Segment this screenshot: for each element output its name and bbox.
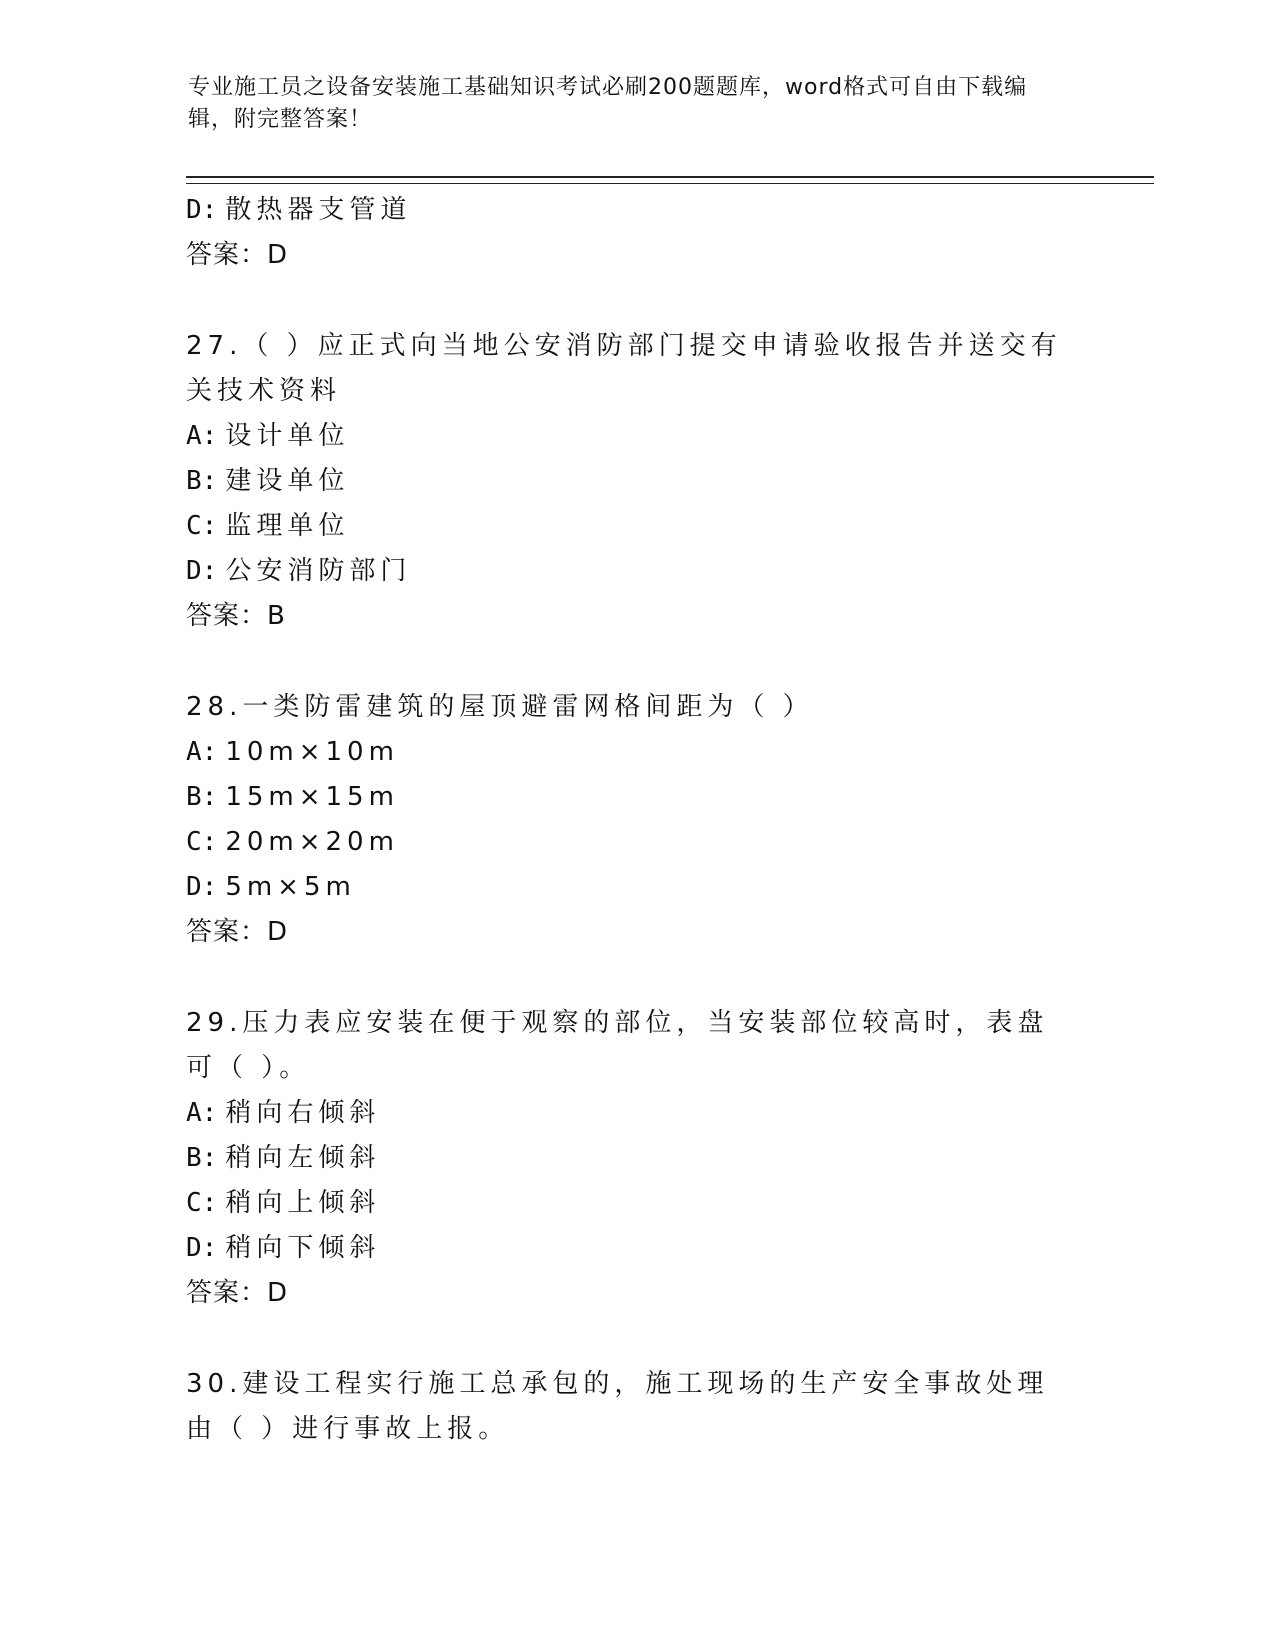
option-text: 20m×20m — [225, 827, 399, 857]
option-d — [186, 1226, 1066, 1271]
option-text: 稍向右倾斜 — [225, 1098, 381, 1128]
answer: 答案：D — [186, 917, 289, 947]
option-label: C: — [186, 827, 218, 857]
option-b — [186, 775, 1066, 820]
option-c — [186, 820, 1066, 865]
option-text: 公安消防部门 — [225, 556, 412, 586]
option-text: 散热器支管道 — [225, 195, 412, 225]
question-stem: 30.建设工程实行施工总承包的，施工现场的生产安全事故处理由（ ）进行事故上报。 — [186, 1369, 1049, 1444]
option-d — [186, 549, 1066, 594]
answer: 答案：D — [186, 240, 289, 270]
option-d — [186, 865, 1066, 910]
option-a — [186, 730, 1066, 775]
option-text: 15m×15m — [225, 782, 399, 812]
option-text: 设计单位 — [225, 421, 350, 451]
option-b — [186, 1136, 1066, 1181]
option-b — [186, 459, 1066, 504]
question-stem: 27.（ ）应正式向当地公安消防部门提交申请验收报告并送交有关技术资料 — [186, 331, 1062, 406]
option-text: 建设单位 — [225, 466, 350, 496]
option-label: B: — [186, 1143, 218, 1173]
header-divider — [186, 176, 1154, 184]
option-d — [186, 188, 1066, 233]
option-text: 稍向下倾斜 — [225, 1233, 381, 1263]
option-label: A: — [186, 421, 218, 451]
option-label: A: — [186, 737, 218, 767]
question-stem: 28.一类防雷建筑的屋顶避雷网格间距为（ ） — [186, 692, 814, 722]
option-text: 稍向上倾斜 — [225, 1188, 381, 1218]
question-stem: 29.压力表应安装在便于观察的部位，当安装部位较高时，表盘可（ ）。 — [186, 1008, 1049, 1083]
option-label: C: — [186, 1188, 218, 1218]
option-c — [186, 504, 1066, 549]
option-text: 监理单位 — [225, 511, 350, 541]
option-text: 10m×10m — [225, 737, 399, 767]
option-label: D: — [186, 195, 218, 225]
option-label: B: — [186, 782, 218, 812]
question-list — [186, 188, 1066, 1452]
answer: 答案：B — [186, 601, 286, 631]
option-label: C: — [186, 511, 218, 541]
option-text: 5m×5m — [225, 872, 356, 902]
option-a — [186, 414, 1066, 459]
option-label: D: — [186, 1233, 218, 1263]
option-label: A: — [186, 1098, 218, 1128]
option-c — [186, 1181, 1066, 1226]
option-a — [186, 1091, 1066, 1136]
answer: 答案：D — [186, 1278, 289, 1308]
option-label: B: — [186, 466, 218, 496]
page-header: 专业施工员之设备安装施工基础知识考试必刷200题题库，word格式可自由下载编辑，附完整答案！ — [188, 75, 1028, 132]
option-label: D: — [186, 872, 218, 902]
option-text: 稍向左倾斜 — [225, 1143, 381, 1173]
option-label: D: — [186, 556, 218, 586]
